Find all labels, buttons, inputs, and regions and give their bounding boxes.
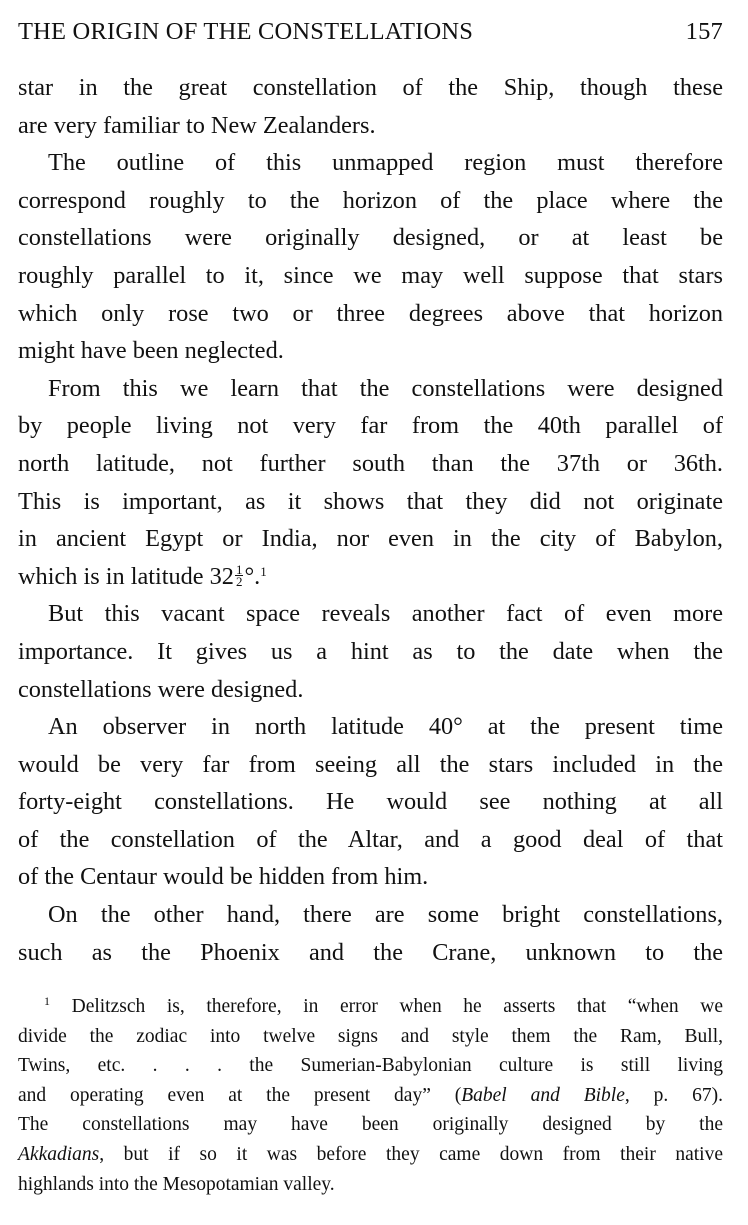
text-line: north latitude, not further south than the 37th or 36th. xyxy=(18,449,723,477)
text-line: correspond roughly to the horizon of the place where the xyxy=(18,186,723,214)
fraction-denominator: 2 xyxy=(235,573,243,589)
footnote-mark: 1 xyxy=(44,994,50,1008)
text-line: constellations were originally designed, or at least be xyxy=(18,224,723,252)
degree-suffix: °. xyxy=(244,562,261,590)
text-line: From this we learn that the constellations were designed xyxy=(48,374,723,402)
footnote-line: divide the zodiac into twelve signs and style them the Ram, Bull, xyxy=(18,1025,723,1047)
text-line: star in the great constellation of the Ship, though these xyxy=(18,74,723,101)
running-head xyxy=(18,14,723,50)
text-line: This is important, as it shows that they did not originate xyxy=(18,487,723,515)
page-number: 157 xyxy=(685,18,723,45)
footnote-line: The constellations may have been originally designed by the xyxy=(18,1114,723,1136)
text-line: might have been neglected. xyxy=(18,337,284,365)
body-text xyxy=(18,69,723,971)
footnote xyxy=(18,992,723,1199)
footnote-text: and operating even at the present day” ( xyxy=(18,1084,462,1106)
footnote-line: highlands into the Mesopotamian valley. xyxy=(18,1173,335,1195)
text-line: such as the Phoenix and the Crane, unknown to the xyxy=(18,938,723,966)
text-line: forty-eight constellations. He would see nothing at all xyxy=(18,788,723,816)
text-line: in ancient Egypt or India, nor even in the city of Babylon, xyxy=(18,525,723,553)
text-line-latitude xyxy=(18,558,723,596)
text-line: are very familiar to New Zealanders. xyxy=(18,111,376,139)
fraction-one-half xyxy=(235,561,244,589)
text-line: On the other hand, there are some bright constellations, xyxy=(48,901,723,929)
latitude-text: which is in latitude 32 xyxy=(18,562,234,590)
footnote-line: Twins, etc. . . . the Sumerian-Babylonian culture is still living xyxy=(18,1055,723,1077)
text-line: constellations were designed. xyxy=(18,675,304,703)
footnote-text: , p. 67). xyxy=(624,1084,723,1106)
text-line: of the constellation of the Altar, and a good deal of that xyxy=(18,825,723,853)
citation-title: Babel and Bible xyxy=(461,1084,625,1106)
fraction-numerator: 1 xyxy=(235,561,243,577)
footnote-reference: 1 xyxy=(260,563,267,579)
book-page xyxy=(18,0,723,1225)
footnote-line xyxy=(18,1140,723,1170)
footnote-text: , but if so it was before they came down from their native xyxy=(99,1143,723,1165)
text-line: The outline of this unmapped region must therefore xyxy=(48,149,723,177)
text-line: by people living not very far from the 40th parallel of xyxy=(18,412,723,440)
footnote-line xyxy=(18,992,723,1022)
footnote-text: Delitzsch is, therefore, in error when he asserts that “when we xyxy=(71,996,723,1017)
text-line: importance. It gives us a hint as to the date when the xyxy=(18,637,723,665)
text-line: roughly parallel to it, since we may well suppose that stars xyxy=(18,261,723,289)
text-line: which only rose two or three degrees above that horizon xyxy=(18,299,723,327)
footnote-line xyxy=(18,1081,723,1111)
running-title: THE ORIGIN OF THE CONSTELLATIONS xyxy=(18,18,474,45)
text-line: An observer in north latitude 40° at the present time xyxy=(48,713,723,741)
text-line: would be very far from seeing all the stars included in the xyxy=(18,750,723,778)
text-line: of the Centaur would be hidden from him. xyxy=(18,863,429,891)
text-line: But this vacant space reveals another fact of even more xyxy=(48,600,723,628)
italic-term: Akkadians xyxy=(18,1143,100,1165)
